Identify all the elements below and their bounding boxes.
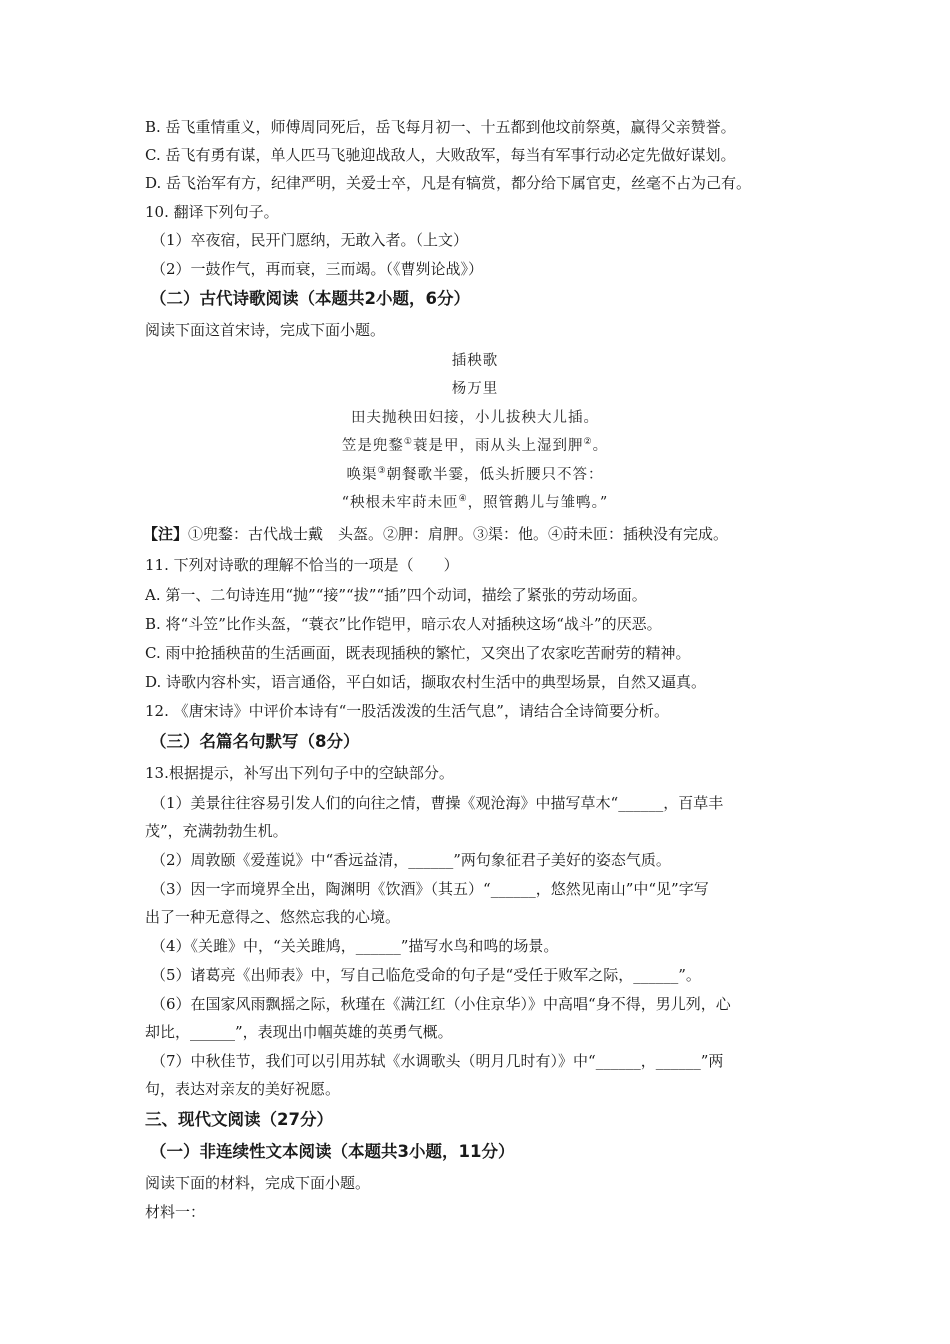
poem-line-1: 田夫抛秧田妇接，小儿拔秧大儿插。 <box>351 410 599 426</box>
option-b-q11: B. 将“斗笠”比作头盔，“蓑衣”比作铠甲，暗示农人对插秧这场“战斗”的厌恶。 <box>145 615 662 633</box>
question-10: 10. 翻译下列句子。 <box>145 203 279 221</box>
poem-line-4 <box>0 492 950 514</box>
question-11: 11. 下列对诗歌的理解不恰当的一项是（ ） <box>145 556 459 574</box>
poem-line-3 <box>0 464 950 486</box>
option-c-q9: C. 岳飞有勇有谋，单人匹马飞驰迎战敌人，大败敌军，每当有军事行动必定先做好谋划。 <box>145 146 736 164</box>
q13-item-4: （4）《关雎》中，“关关雎鸠，______”描写水鸟和鸣的场景。 <box>151 937 559 955</box>
q13-item-7-cont: 句，表达对亲友的美好祝愿。 <box>145 1080 341 1098</box>
poem-line-2-part-a: 笠是兜鍪 <box>341 438 404 454</box>
section-heading-modern-reading: 三、现代文阅读（27分） <box>145 1110 333 1129</box>
poem-line-4-part-a: “秧根未牢莳未匝 <box>341 495 459 511</box>
poem-line-3-part-b: 朝餐歌半霎，低头折腰只不答： <box>386 467 604 483</box>
q13-item-3: （3）因一字而境界全出，陶渊明《饮酒》（其五）“______，悠然见南山”中“见”字写 <box>151 880 709 898</box>
option-d-q9: D. 岳飞治军有方，纪律严明，关爱士卒，凡是有犒赏，都分给下属官吏，丝毫不占为己有。 <box>145 174 752 192</box>
option-c-q11: C. 雨中抢插秧苗的生活画面，既表现插秧的繁忙，又突出了农家吃苦耐劳的精神。 <box>145 644 691 662</box>
q13-item-6: （6）在国家风雨飘摇之际，秋瑾在《满江红（小住京华）》中高唱“身不得，男儿列，心 <box>151 995 731 1013</box>
footnote-mark-2: ② <box>583 437 593 448</box>
poem-line-2-part-c: 。 <box>592 438 609 454</box>
poem-title: 插秧歌 <box>451 353 499 369</box>
q13-item-3-cont: 出了一种无意得之、悠然忘我的心境。 <box>145 908 401 926</box>
footnote-mark-4: ④ <box>458 494 468 505</box>
section-heading-poetry: （二）古代诗歌阅读（本题共2小题，6分） <box>150 289 470 308</box>
q10-sentence-1: （1）卒夜宿，民开门愿纳，无敢入者。（上文） <box>151 231 469 249</box>
section-heading-recitation: （三）名篇名句默写（8分） <box>150 732 360 751</box>
poetry-instruction: 阅读下面这首宋诗，完成下面小题。 <box>145 321 386 339</box>
question-13: 13.根据提示，补写出下列句子中的空缺部分。 <box>145 764 454 782</box>
option-b-q9: B. 岳飞重情重义，师傅周同死后，岳飞每月初一、十五都到他坟前祭奠，赢得父亲赞誉。 <box>145 118 736 136</box>
poem-notes <box>143 523 823 545</box>
poem-author: 杨万里 <box>451 381 499 397</box>
option-d-q11: D. 诗歌内容朴实，语言通俗，平白如话，撷取农村生活中的典型场景，自然又逼真。 <box>145 673 707 691</box>
reading-instruction: 阅读下面的材料，完成下面小题。 <box>145 1174 371 1192</box>
q10-sentence-2: （2）一鼓作气，再而衰，三而竭。（《曹刿论战》） <box>151 260 484 278</box>
q13-item-2: （2）周敦颐《爱莲说》中“香远益清，______”两句象征君子美好的姿态气质。 <box>151 851 671 869</box>
footnote-mark-1: ① <box>403 437 413 448</box>
poem-line-2 <box>0 435 950 457</box>
q13-item-1-cont: 茂”，充满勃勃生机。 <box>145 822 288 840</box>
q13-item-5: （5）诸葛亮《出师表》中，写自己临危受命的句子是“受任于败军之际，______”。 <box>151 966 701 984</box>
poem-line-2-part-b: 蓑是甲，雨从头上湿到胛 <box>413 438 584 454</box>
poem-line-4-part-b: ，照管鹅儿与雏鸭。” <box>467 495 609 511</box>
footnote-mark-3: ③ <box>377 466 387 477</box>
material-one-label: 材料一： <box>145 1203 206 1221</box>
q13-item-1: （1）美景往往容易引发人们的向往之情，曹操《观沧海》中描写草木“______，百草丰 <box>151 794 724 812</box>
question-12: 12. 《唐宋诗》中评价本诗有“一股活泼泼的生活气息”，请结合全诗简要分析。 <box>145 702 669 720</box>
poem-line-3-part-a: 唤渠 <box>346 467 378 483</box>
section-heading-nonlinear-text: （一）非连续性文本阅读（本题共3小题，11分） <box>150 1142 515 1161</box>
option-a-q11: A. 第一、二句诗连用“抛”“接”“拔”“插”四个动词，描绘了紧张的劳动场面。 <box>145 586 647 604</box>
notes-text: ①兜鍪：古代战士戴 头盔。②胛：肩胛。③渠：他。④莳未匝：插秧没有完成。 <box>188 525 729 543</box>
q13-item-6-cont: 却比，______”，表现出巾帼英雄的英勇气概。 <box>145 1023 453 1041</box>
q13-item-7: （7）中秋佳节，我们可以引用苏轼《水调歌头（明月几时有）》中“______，______”两 <box>151 1052 724 1070</box>
notes-label: 【注】 <box>143 525 189 543</box>
